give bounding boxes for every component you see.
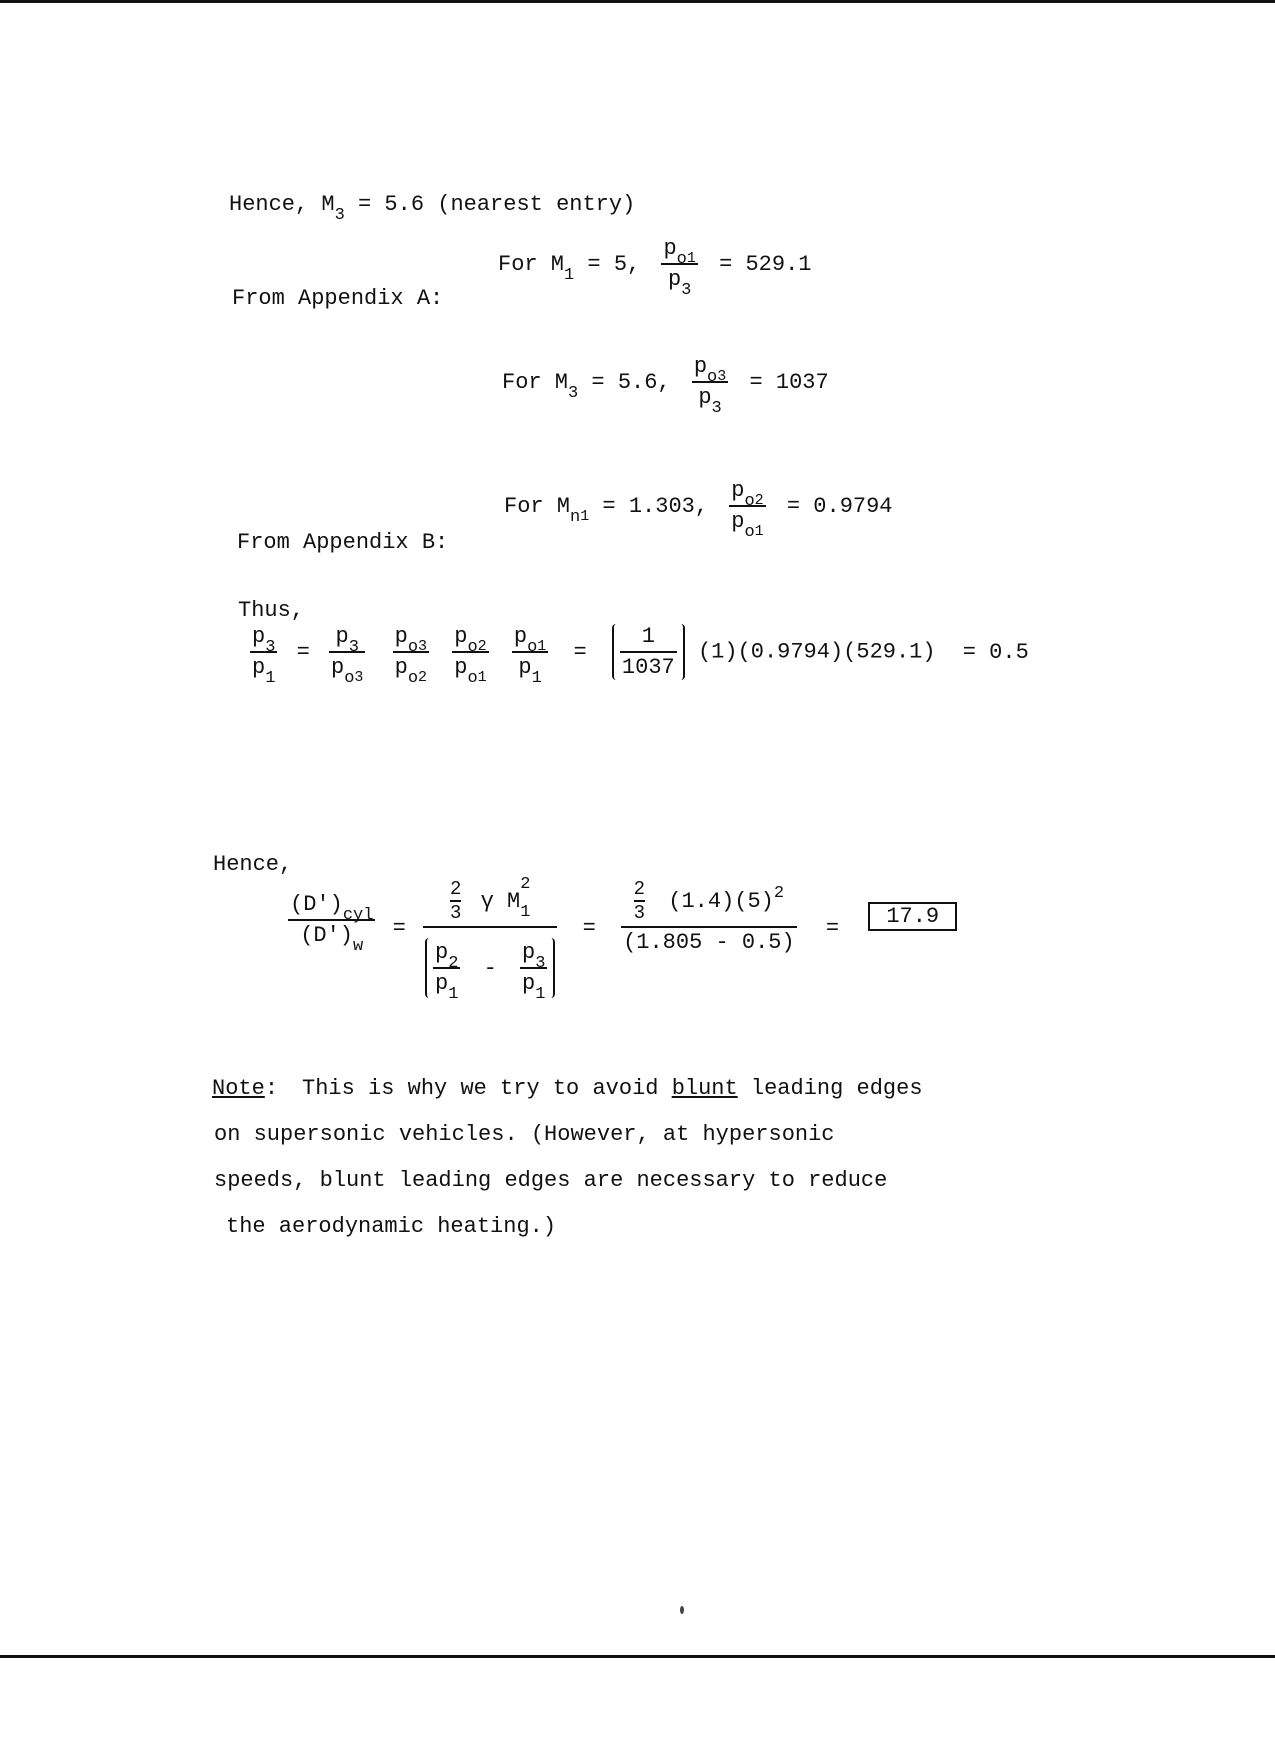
eq2-for: For $M_3 = 5.6$,	[502, 369, 671, 403]
thus-fraction-2: $\frac{p_{o3}}{p_{o2}}$	[394, 624, 428, 688]
drag-equals-1: =	[392, 916, 406, 941]
appendix-b-eq	[504, 478, 893, 542]
appendix-a-eq1	[498, 236, 812, 300]
hence-prefix: Hence, M	[229, 192, 335, 217]
eq1-for: For $M_1 = 5$,	[498, 251, 641, 285]
thus-fraction-3: $\frac{p_{o2}}{p_{o1}}$	[454, 624, 487, 688]
drag-rhs-fraction: $\frac{2}{3}$ $(1.4)(5)^2$ (1.805 - 0.5)	[623, 878, 795, 955]
note-line-3: speeds, blunt leading edges are necessary to reduce	[214, 1168, 888, 1193]
bottom-rule	[0, 1655, 1275, 1658]
result-box: 17.9	[868, 902, 957, 931]
drag-equals-3: =	[825, 916, 840, 941]
thus-fraction-1: $\frac{p_3}{p_{o3}}$	[331, 624, 364, 688]
two-thirds-1: $\frac{2}{3}$	[450, 878, 462, 924]
thus-bracket	[612, 624, 685, 680]
appendix-a-eq2	[502, 354, 829, 418]
note-text-b: leading edges	[737, 1076, 923, 1101]
p2-p1-fraction: $\frac{p_2}{p_1}$	[435, 940, 459, 1004]
appb-result: = 0.9794	[786, 493, 893, 519]
appb-fraction: $\frac{p_{o2}}{p_{o1}}$	[731, 478, 764, 542]
eq1-result: = 529.1	[719, 251, 812, 277]
thus-lhs-fraction: $\frac{p_3}{p_1}$	[252, 624, 276, 688]
hence-rest: = 5.6 (nearest entry)	[344, 192, 636, 217]
drag-equals-2: =	[582, 916, 596, 941]
appendix-b-label: From Appendix B:	[237, 530, 449, 555]
note-label: Note	[212, 1076, 265, 1101]
thus-result: = 0.5	[962, 639, 1029, 665]
drag-ratio-equation	[288, 874, 957, 1004]
thus-equals: =	[296, 639, 310, 665]
note-line-2: on supersonic vehicles. (However, at hypersonic	[214, 1122, 835, 1147]
thus-label: Thus,	[238, 598, 305, 623]
minus-sign: -	[483, 955, 497, 981]
eq2-result: = 1037	[749, 369, 829, 395]
thus-bracket-fraction: $\frac{1}{1037}$	[621, 624, 675, 680]
m-subscript: 3	[334, 206, 345, 225]
appb-for: For $M_{n1} = 1.303$,	[504, 493, 709, 527]
thus-equals-2: =	[573, 639, 587, 665]
note-line-1: Note: This is why we try to avoid blunt leading edges	[212, 1076, 923, 1101]
hence-line	[229, 192, 636, 225]
drag-mid-fraction: $\frac{2}{3}$ γ M 2 $_1$ $\frac{p_2}{p_1}$ - $\frac{p_3}{p_1}$	[423, 878, 557, 998]
thus-equation	[250, 624, 1029, 688]
two-thirds-2: $\frac{2}{3}$	[633, 878, 646, 924]
eq2-fraction: $\frac{p_{o3}}{p_3}$	[693, 354, 727, 418]
drag-lhs-fraction: $\frac{(D')_{cyl}}{(D')_w}$	[290, 892, 374, 956]
hence-2-label: Hence,	[213, 852, 293, 877]
note-text-a: This is why we try to avoid	[302, 1076, 672, 1101]
note-blunt: blunt	[671, 1076, 738, 1101]
note-line-4: the aerodynamic heating.)	[226, 1214, 557, 1239]
thus-factors: (1)(0.9794)(529.1)	[697, 639, 936, 665]
top-rule	[0, 0, 1275, 3]
eq1-fraction: $\frac{p_{o1}}{p_3}$	[663, 236, 696, 300]
thus-fraction-4: $\frac{p_{o1}}{p_1}$	[513, 624, 547, 688]
p3-p1-fraction: $\frac{p_3}{p_1}$	[522, 940, 546, 1004]
scan-speck	[680, 1606, 684, 1614]
appendix-a-label: From Appendix A:	[232, 286, 444, 311]
